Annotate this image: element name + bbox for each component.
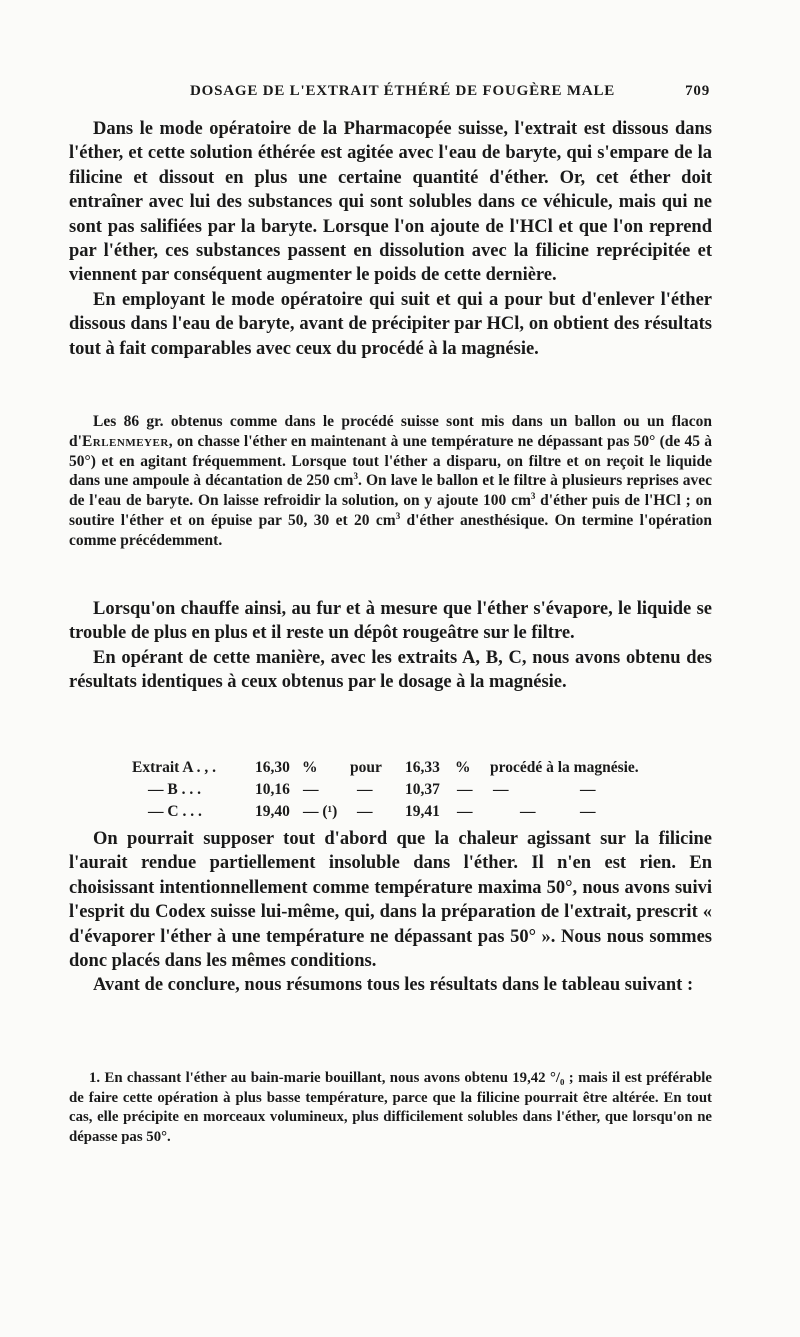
running-header — [70, 83, 710, 105]
ditto: — — [457, 781, 473, 798]
text-run: . On lave le ballon et le filtre à plusieurs reprises avec de l'eau de baryte. On laisse refroidir la solution, on y ajoute 100 cm — [69, 472, 712, 510]
footnote — [69, 1069, 712, 1147]
value-extract: 16,30 — [255, 759, 290, 776]
ditto: — — [303, 781, 319, 798]
page-number: 709 — [685, 83, 710, 99]
value-extract: 10,16 — [255, 781, 290, 798]
body-block-2 — [69, 597, 712, 695]
results-row — [0, 759, 800, 779]
ditto: — — [493, 781, 509, 798]
row-label: — B . . . — [148, 781, 201, 798]
paragraph: On pourrait supposer tout d'abord que la chaleur agissant sur la filicine l'aurait rendue partiellement insoluble dans l'éther. Il n'en est rien. En choisissant intentionnellement comme température maxima 50°, nous avons suivi l'esprit du Codex suisse lui-même, qui, dans la préparation de l'extrait, prescrit « d'évaporer l'éther à une température ne dépassant pas 50° ». Nous nous sommes donc placés dans les mêmes conditions. — [69, 829, 712, 972]
text-run: d'éther puis de l'HCl ; on soutire l'éther et on épuise par 50, 30 et 20 cm — [69, 492, 712, 529]
paragraph: En employant le mode opératoire qui suit et qui a pour but d'enlever l'éther dissous dans l'eau de baryte, avant de précipiter par HCl, on obtient des résultats tout à fait comparables avec ceux du procédé à la magnésie. — [69, 289, 712, 359]
unit: % — [455, 759, 471, 776]
ditto-with-note: — (¹) — [303, 803, 338, 820]
running-title: DOSAGE DE L'EXTRAIT ÉTHÉRÉ DE FOUGÈRE MALE — [190, 83, 616, 99]
ditto: — — [580, 803, 596, 820]
value-extract: 19,40 — [255, 803, 290, 820]
paragraph — [69, 412, 712, 551]
ditto: — — [580, 781, 596, 798]
superscript: 3 — [530, 491, 536, 502]
procedure-paragraph — [69, 412, 712, 551]
paragraph: En opérant de cette manière, avec les extraits A, B, C, nous avons obtenu des résultats identiques à ceux obtenus par le dosage à la magnésie. — [69, 647, 712, 693]
paragraph: Avant de conclure, nous résumons tous les résultats dans le tableau suivant : — [93, 975, 694, 996]
body-block-3 — [69, 827, 712, 998]
row-label: — C . . . — [148, 803, 202, 820]
text-run: , on chasse l'éther en maintenant à une température ne dépassant pas 50° (de 45 à 50°) et en agitant fréquemment. Lorsque tout l'éther a disparu, on filtre et on reçoit le liquide dans une ampoule à décantation de 250 cm — [69, 432, 712, 490]
value-magnesia: 10,37 — [405, 781, 440, 798]
ditto: — — [357, 803, 373, 820]
unit: % — [302, 759, 318, 776]
results-table — [0, 759, 800, 825]
value-magnesia: 19,41 — [405, 803, 440, 820]
paragraph: Lorsqu'on chauffe ainsi, au fur et à mesure que l'éther s'évapore, le liquide se trouble de plus en plus et il reste un dépôt rougeâtre sur le filtre. — [69, 599, 712, 644]
body-block-1 — [69, 117, 712, 361]
results-row — [0, 803, 800, 823]
row-label: Extrait A . , . — [132, 759, 216, 776]
superscript: 3 — [395, 510, 401, 521]
paragraph: Dans le mode opératoire de la Pharmacopée suisse, l'extrait est dissous dans l'éther, et cette solution éthérée est agitée avec l'eau de baryte, qui s'empare de la filicine et dissout en plus une certaine quantité d'éther. Or, cet éther doit entraîner avec lui des substances qui sont solubles dans ce véhicule, mais qui ne sont pas salifiées par la baryte. Lorsque l'on ajoute de l'HCl et que l'on reprend par l'éther, ces substances passent en dissolution avec la filicine reprécipitée et viennent par conséquent augmenter le poids de cette dernière. — [69, 119, 712, 286]
results-row — [0, 781, 800, 801]
ditto: — — [357, 781, 373, 798]
text-run: Les 86 gr. obtenus comme dans le procédé suisse sont mis dans un ballon ou un flacon d' — [69, 413, 712, 450]
text-run: d'éther anesthésique. On termine l'opération comme précédemment. — [69, 511, 713, 549]
value-magnesia: 16,33 — [405, 759, 440, 776]
ditto: — — [457, 803, 473, 820]
author-name: Erlenmeyer — [81, 432, 169, 450]
connector: pour — [350, 759, 382, 776]
superscript: 3 — [353, 471, 358, 482]
footnote-text: 1. En chassant l'éther au bain-marie bouillant, nous avons obtenu 19,42 °/₀ ; mais il est préférable de faire cette opération à plus basse température, parce que la filicine pourrait être altérée. En tout cas, elle précipite en morceaux volumineux, plus difficilement solubles dans l'éther, que lorsqu'on ne dépasse pas 50°. — [69, 1070, 712, 1145]
ditto: — — [520, 803, 536, 820]
method-label: procédé à la magnésie. — [490, 759, 639, 776]
